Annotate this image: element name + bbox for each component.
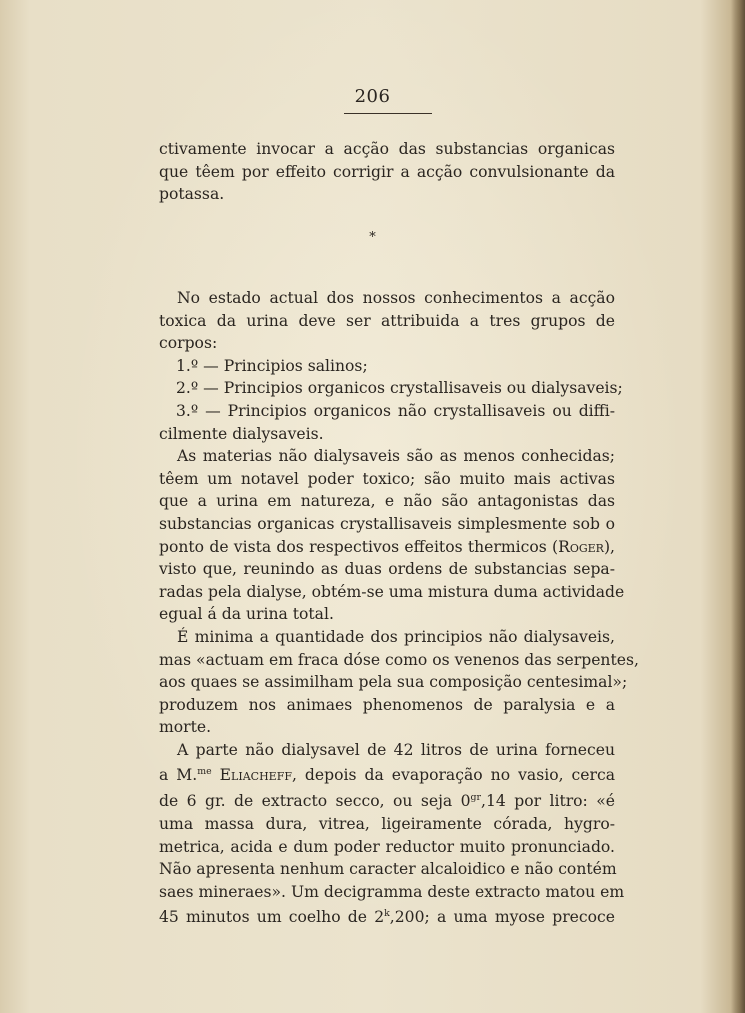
- text-line: radas pela dialyse, obtém-se uma mistura duma actividade: [159, 582, 625, 601]
- para-estado-actual: [159, 287, 615, 355]
- text-line: corpos:: [159, 334, 218, 353]
- text-line: É minima a quantidade dos principios não dialysaveis,: [177, 627, 615, 646]
- text-line: substancias organicas crystallisaveis simplesmente sob o: [159, 514, 615, 533]
- text-line: cilmente dialysaveis.: [159, 424, 324, 443]
- list-item: 1.º — Principios salinos;: [176, 356, 368, 375]
- list-item: 2.º — Principios organicos crystallisaveis ou dialysaveis;: [176, 379, 623, 398]
- page-number-rule: [344, 113, 432, 114]
- text-line: Não apresenta nenhum caracter alcaloidico e não contém: [159, 860, 617, 879]
- page-number: 206: [354, 86, 391, 107]
- page-edge-shadow: [731, 0, 745, 1013]
- text-line: metrica, acida e dum poder reductor muito pronunciado.: [159, 837, 615, 856]
- para-materias: [159, 445, 625, 626]
- para-minima: [159, 626, 639, 739]
- text-line: ponto de vista dos respectivos effeitos thermicos (Roger),: [159, 537, 615, 556]
- section-separator: *: [369, 230, 376, 245]
- text-line: As materias não dialysaveis são as menos conhecidas;: [177, 447, 615, 466]
- text-line: A parte não dialysavel de 42 litros de urina forneceu: [177, 740, 615, 759]
- para-parte: [159, 739, 625, 929]
- text-line: produzem nos animaes phenomenos de paralysia e a: [159, 695, 615, 714]
- text-line: morte.: [159, 718, 212, 737]
- text-line: mas «actuam em fraca dóse como os venenos das serpentes,: [159, 650, 639, 669]
- text-line: visto que, reunindo as duas ordens de substancias sepa-: [159, 560, 615, 579]
- text-line: uma massa dura, vitrea, ligeiramente córada, hygro-: [159, 815, 615, 834]
- text-line: de 6 gr. de extracto secco, ou seja $0^{gr},14$ por litro: «é: [159, 792, 615, 811]
- main-text: [159, 287, 639, 929]
- text-line: aos quaes se assimilham pela sua composição centesimal»;: [159, 673, 628, 692]
- para-item-3: [159, 400, 615, 445]
- intro-paragraph: [159, 138, 615, 206]
- text-line: que a urina em natureza, e não são antagonistas das: [159, 492, 615, 511]
- para-item-2: [159, 377, 623, 400]
- text-line: toxica da urina deve ser attribuida a tres grupos de: [159, 311, 615, 330]
- list-item: 3.º — Principios organicos não crystallisaveis ou diffi-: [176, 401, 615, 420]
- text-line: No estado actual dos nossos conhecimentos a acção: [177, 289, 615, 307]
- text-line: saes mineraes». Um decigramma deste extracto matou em: [159, 882, 625, 901]
- text-line: 45 minutos um coelho de 2$^k$,200; a uma myose precoce: [159, 908, 615, 927]
- para-item-1: [159, 355, 615, 378]
- text-line: que têem por effeito corrigir a acção convulsionante da: [159, 162, 615, 181]
- text-line: a M.$^{me}$ Eliacheff, depois da evaporação no vasio, cerca: [159, 766, 615, 785]
- text-line: potassa.: [159, 185, 225, 204]
- text-line: ctivamente invocar a acção das substancias organicas: [159, 140, 615, 158]
- text-line: têem um notavel poder toxico; são muito mais activas: [159, 469, 615, 488]
- text-line: egual á da urina total.: [159, 605, 334, 624]
